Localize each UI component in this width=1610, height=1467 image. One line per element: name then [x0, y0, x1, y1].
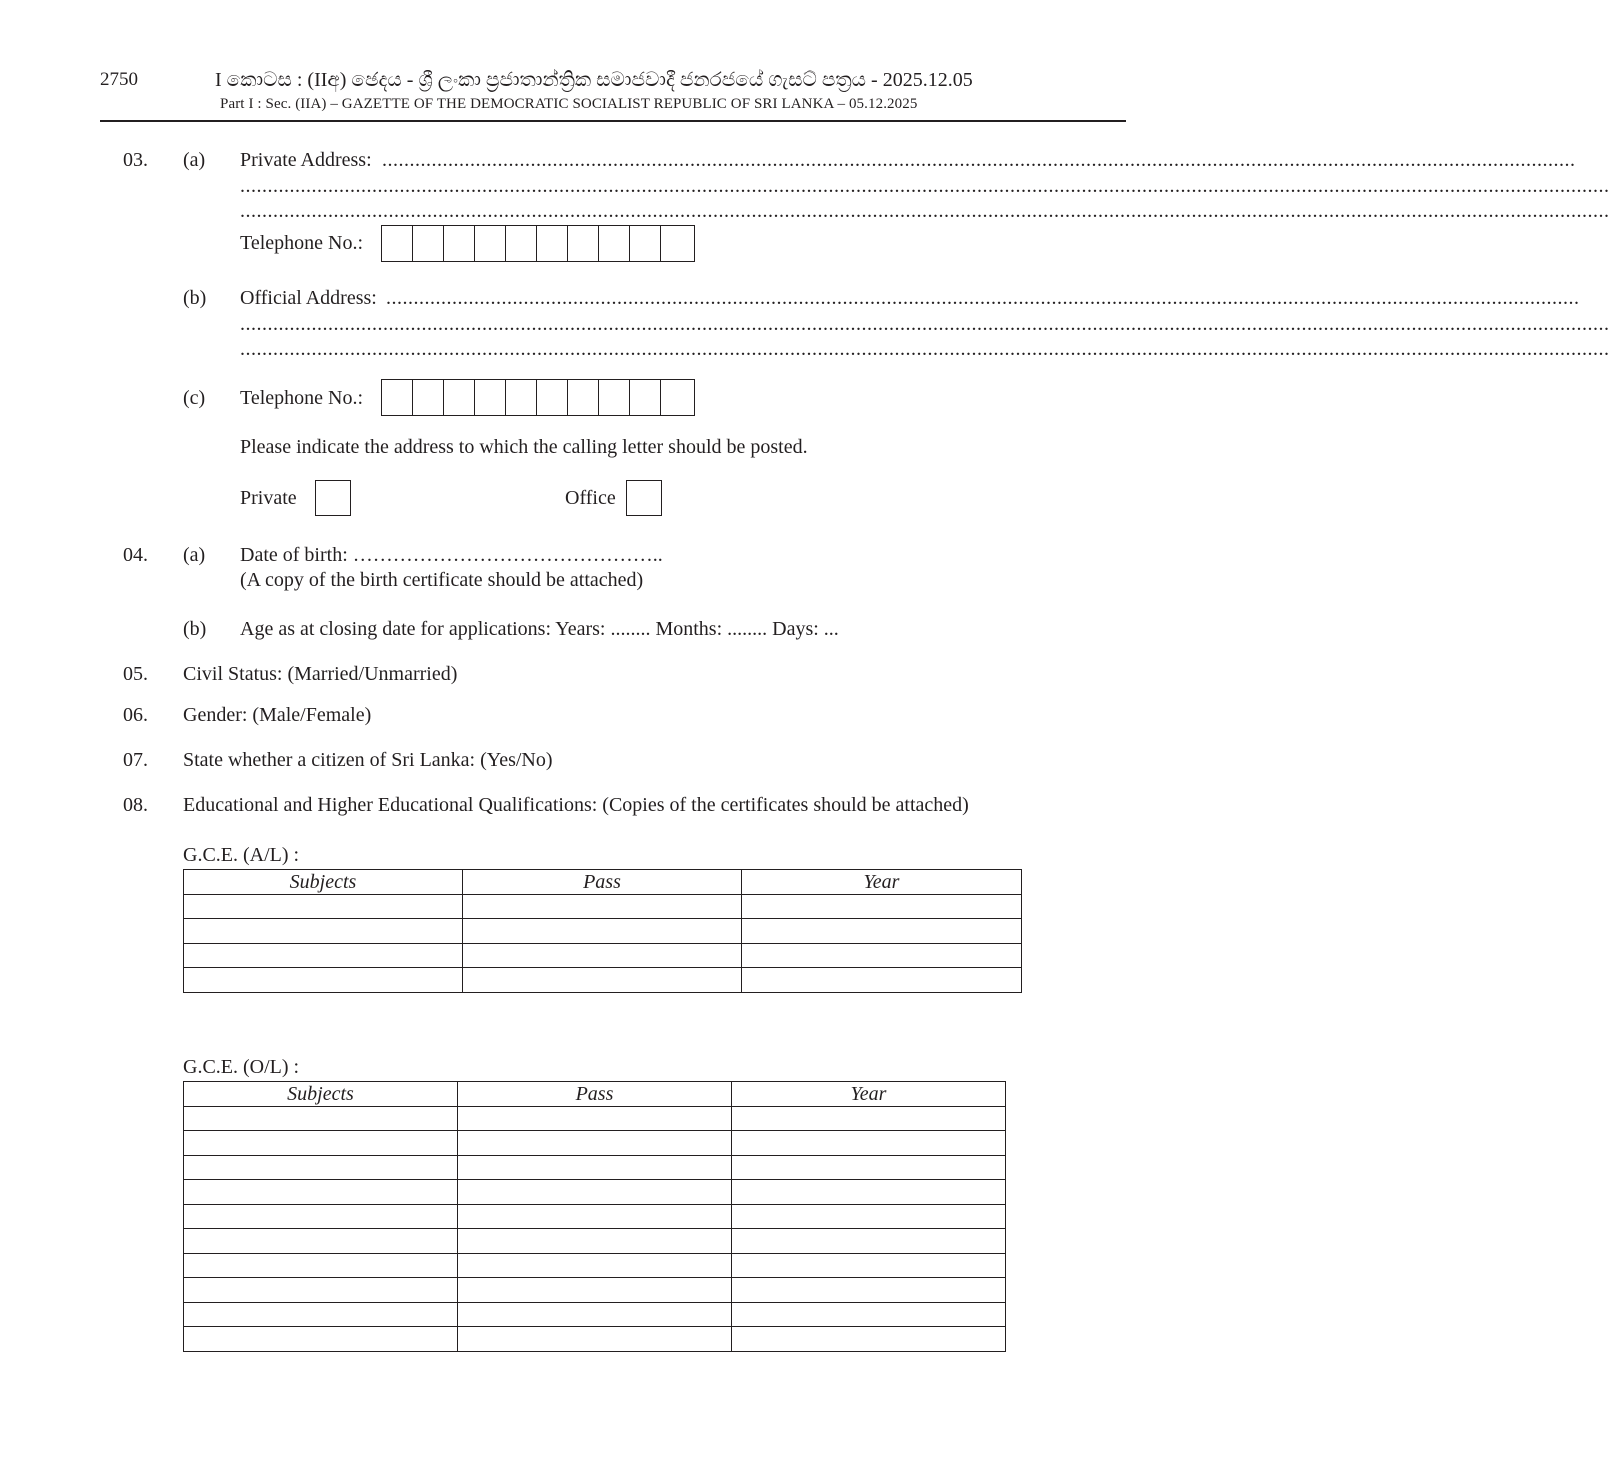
cell[interactable]	[732, 1278, 1006, 1303]
table-row[interactable]	[184, 1155, 1006, 1180]
cell[interactable]	[732, 1204, 1006, 1229]
cell[interactable]	[732, 1229, 1006, 1254]
private-address-line-3[interactable]: .........................................................................................................................................................................................................................................................	[240, 200, 1610, 222]
table-header-row	[184, 1082, 1006, 1107]
col-year: Year	[742, 870, 1022, 895]
cell[interactable]	[742, 919, 1022, 944]
header-part: Part	[220, 96, 245, 112]
cell[interactable]	[184, 1278, 458, 1303]
cell[interactable]	[742, 943, 1022, 968]
civil-status-field[interactable]: Civil Status: (Married/Unmarried)	[183, 663, 458, 685]
table-row[interactable]	[184, 1229, 1006, 1254]
cell[interactable]	[184, 1204, 458, 1229]
official-address-line-1[interactable]: .........................................................................................................................................................................................................................	[386, 287, 1580, 309]
gce-ol-table	[183, 1081, 1006, 1352]
q03-c-label: (c)	[183, 387, 206, 409]
cell[interactable]	[184, 943, 463, 968]
cell[interactable]	[184, 894, 463, 919]
col-subjects: Subjects	[184, 1082, 458, 1107]
telephone-a-label: Telephone No.:	[240, 232, 364, 254]
table-row[interactable]	[184, 894, 1022, 919]
date-of-birth-field[interactable]: Date of birth: ………………………………………..	[240, 544, 663, 566]
private-address-line-2[interactable]: .........................................................................................................................................................................................................................................................	[240, 175, 1610, 197]
header-english-rest: (IIA) – GAZETTE OF THE DEMOCRATIC SOCIALIST REPUBLIC OF SRI LANKA – 05.12.2025	[295, 96, 918, 112]
q03-number: 03.	[123, 149, 148, 171]
cell[interactable]	[458, 1155, 732, 1180]
private-address-label: Private Address:	[240, 149, 372, 171]
table-row[interactable]	[184, 943, 1022, 968]
cell[interactable]	[458, 1278, 732, 1303]
cell[interactable]	[742, 968, 1022, 993]
cell[interactable]	[732, 1180, 1006, 1205]
col-subjects: Subjects	[184, 870, 463, 895]
gce-ol-title: G.C.E. (O/L) :	[183, 1056, 300, 1078]
col-pass: Pass	[463, 870, 742, 895]
q08-number: 08.	[123, 794, 148, 816]
office-option-label: Office	[565, 487, 616, 509]
cell[interactable]	[458, 1253, 732, 1278]
citizenship-field[interactable]: State whether a citizen of Sri Lanka: (Yes/No)	[183, 749, 553, 771]
birth-certificate-note: (A copy of the birth certificate should be attached)	[240, 569, 644, 591]
page-number: 2750	[100, 69, 138, 90]
q03-b-label: (b)	[183, 287, 207, 309]
gce-al-table	[183, 869, 1022, 993]
gce-al-title: G.C.E. (A/L) :	[183, 844, 300, 866]
cell[interactable]	[732, 1131, 1006, 1156]
age-field[interactable]: Age as at closing date for applications: Years: ........ Months: ........ Days: ...	[240, 618, 839, 640]
cell[interactable]	[184, 968, 463, 993]
official-address-line-3[interactable]: .........................................................................................................................................................................................................................................................	[240, 338, 1610, 360]
cell[interactable]	[458, 1106, 732, 1131]
cell[interactable]	[458, 1204, 732, 1229]
cell[interactable]	[184, 1131, 458, 1156]
private-address-line-1[interactable]: .........................................................................................................................................................................................................................	[382, 149, 1576, 171]
cell[interactable]	[184, 1302, 458, 1327]
header-english	[220, 97, 917, 112]
cell[interactable]	[732, 1253, 1006, 1278]
header-sec: Sec.	[265, 96, 292, 112]
table-row[interactable]	[184, 1106, 1006, 1131]
q04-number: 04.	[123, 544, 148, 566]
col-year: Year	[732, 1082, 1006, 1107]
cell[interactable]	[458, 1229, 732, 1254]
cell[interactable]	[458, 1302, 732, 1327]
q05-number: 05.	[123, 663, 148, 685]
cell[interactable]	[463, 943, 742, 968]
table-row[interactable]	[184, 1253, 1006, 1278]
col-pass: Pass	[458, 1082, 732, 1107]
cell[interactable]	[184, 919, 463, 944]
cell[interactable]	[458, 1327, 732, 1352]
cell[interactable]	[184, 1253, 458, 1278]
table-row[interactable]	[184, 1327, 1006, 1352]
q04-a-label: (a)	[183, 544, 206, 566]
cell[interactable]	[732, 1155, 1006, 1180]
qualifications-heading: Educational and Higher Educational Qualifications: (Copies of the certificates should be attached)	[183, 794, 969, 816]
table-header-row	[184, 870, 1022, 895]
q07-number: 07.	[123, 749, 148, 771]
table-row[interactable]	[184, 919, 1022, 944]
official-address-line-2[interactable]: .........................................................................................................................................................................................................................................................	[240, 313, 1610, 335]
cell[interactable]	[184, 1106, 458, 1131]
cell[interactable]	[463, 894, 742, 919]
calling-letter-instruction: Please indicate the address to which the calling letter should be posted.	[240, 436, 808, 458]
cell[interactable]	[184, 1229, 458, 1254]
table-row[interactable]	[184, 968, 1022, 993]
official-address-label: Official Address:	[240, 287, 377, 309]
cell[interactable]	[463, 968, 742, 993]
gender-field[interactable]: Gender: (Male/Female)	[183, 704, 372, 726]
cell[interactable]	[732, 1327, 1006, 1352]
cell[interactable]	[458, 1180, 732, 1205]
q06-number: 06.	[123, 704, 148, 726]
cell[interactable]	[184, 1327, 458, 1352]
header-sinhala: I කොටස : (IIඅ) ඡෙදය - ශ්‍රී ලංකා ප්‍රජාතාන්ත්‍රික සමාජවාදී ජනරජයේ ගැසට් පත්‍රය - 2025.12.05	[215, 69, 973, 91]
office-checkbox[interactable]	[626, 480, 662, 516]
private-option-label: Private	[240, 487, 297, 509]
cell[interactable]	[184, 1180, 458, 1205]
table-row[interactable]	[184, 1302, 1006, 1327]
table-row[interactable]	[184, 1278, 1006, 1303]
table-row[interactable]	[184, 1131, 1006, 1156]
header-part-num: I :	[248, 96, 262, 112]
header-rule	[100, 120, 1126, 122]
cell[interactable]	[732, 1106, 1006, 1131]
table-row[interactable]	[184, 1180, 1006, 1205]
private-checkbox[interactable]	[315, 480, 351, 516]
cell[interactable]	[463, 919, 742, 944]
q03-a-label: (a)	[183, 149, 206, 171]
telephone-c-input[interactable]	[381, 379, 695, 416]
telephone-a-input[interactable]	[381, 225, 695, 262]
cell[interactable]	[184, 1155, 458, 1180]
telephone-c-label: Telephone No.:	[240, 387, 364, 409]
cell[interactable]	[732, 1302, 1006, 1327]
table-row[interactable]	[184, 1204, 1006, 1229]
q04-b-label: (b)	[183, 618, 207, 640]
cell[interactable]	[458, 1131, 732, 1156]
cell[interactable]	[742, 894, 1022, 919]
